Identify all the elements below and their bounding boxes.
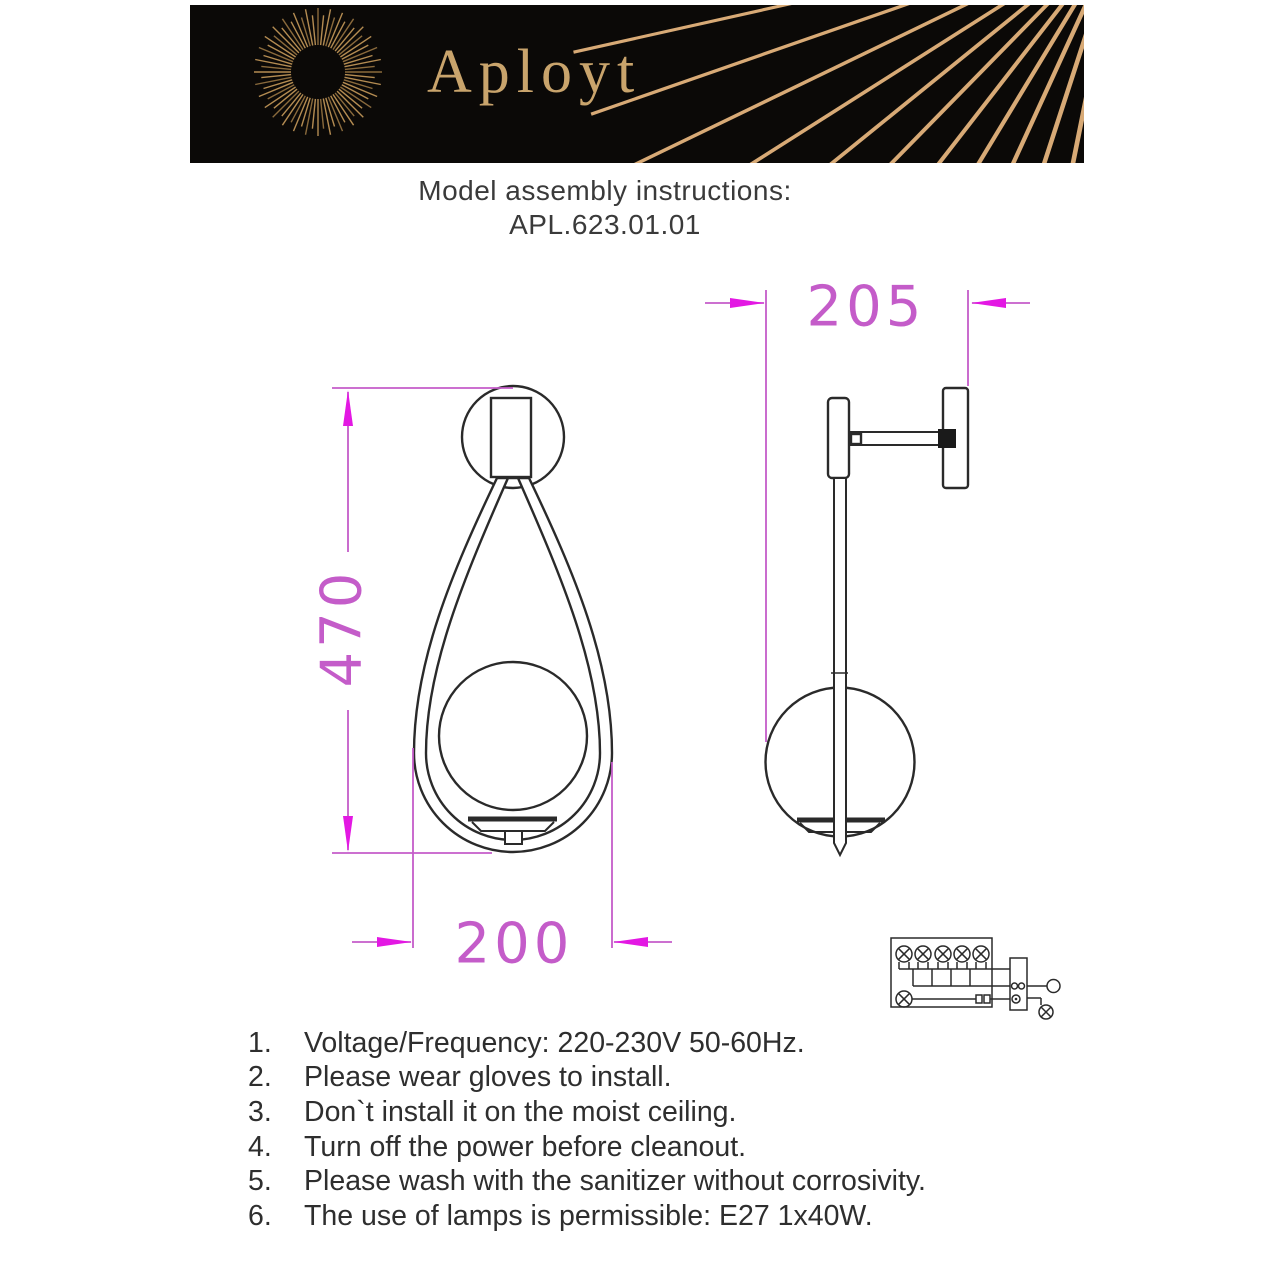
item-number: 4.: [248, 1130, 272, 1163]
list-item: [248, 1061, 1108, 1096]
model-number: APL.623.01.01: [509, 209, 701, 240]
globe-front: [439, 662, 587, 810]
dim-width-label: 200: [454, 911, 574, 977]
item-number: 5.: [248, 1165, 272, 1198]
arm: [849, 432, 943, 445]
instruction-list: [248, 1026, 1108, 1234]
page-title-block: [200, 174, 1010, 242]
arm-connector: [938, 429, 956, 448]
lamp-symbols: [896, 946, 989, 969]
item-text: Turn off the power before cleanout.: [304, 1130, 747, 1163]
dim-height-label: 470: [309, 568, 375, 688]
list-item: [248, 1164, 1108, 1199]
wiring-diagram: [891, 938, 1060, 1019]
arm-joint: [851, 434, 861, 444]
item-text: Please wear gloves to install.: [304, 1061, 672, 1094]
front-view-drawing: [414, 386, 612, 852]
list-item: [248, 1130, 1108, 1165]
item-text: Don`t install it on the moist ceiling.: [304, 1095, 737, 1128]
item-text: Voltage/Frequency: 220-230V 50-60Hz.: [304, 1026, 805, 1059]
item-text: The use of lamps is permissible: E27 1x40W.: [304, 1199, 873, 1232]
dish-front-bowl: [472, 822, 554, 831]
mount-plate: [491, 398, 531, 477]
side-view-drawing: [766, 388, 969, 855]
sunburst-logo-icon: [254, 8, 382, 136]
technical-drawing: [240, 260, 1085, 1040]
list-item: [248, 1199, 1108, 1234]
item-number: 1.: [248, 1026, 272, 1059]
loop-edge: [828, 398, 849, 478]
dim-depth-label: 205: [806, 274, 926, 340]
list-item: [248, 1026, 1108, 1061]
brand-name: Aployt: [427, 38, 642, 106]
item-number: 6.: [248, 1199, 272, 1232]
dimension-depth: [705, 275, 1030, 743]
item-number: 2.: [248, 1061, 272, 1094]
item-number: 3.: [248, 1095, 272, 1128]
corner-rays-icon: [563, 5, 1084, 163]
rod: [834, 478, 846, 855]
page-title: Model assembly instructions:: [418, 175, 792, 206]
item-text: Please wash with the sanitizer without corrosivity.: [304, 1165, 926, 1198]
dish-front-stem: [505, 831, 522, 844]
list-item: [248, 1095, 1108, 1130]
brand-banner: [190, 5, 1084, 163]
